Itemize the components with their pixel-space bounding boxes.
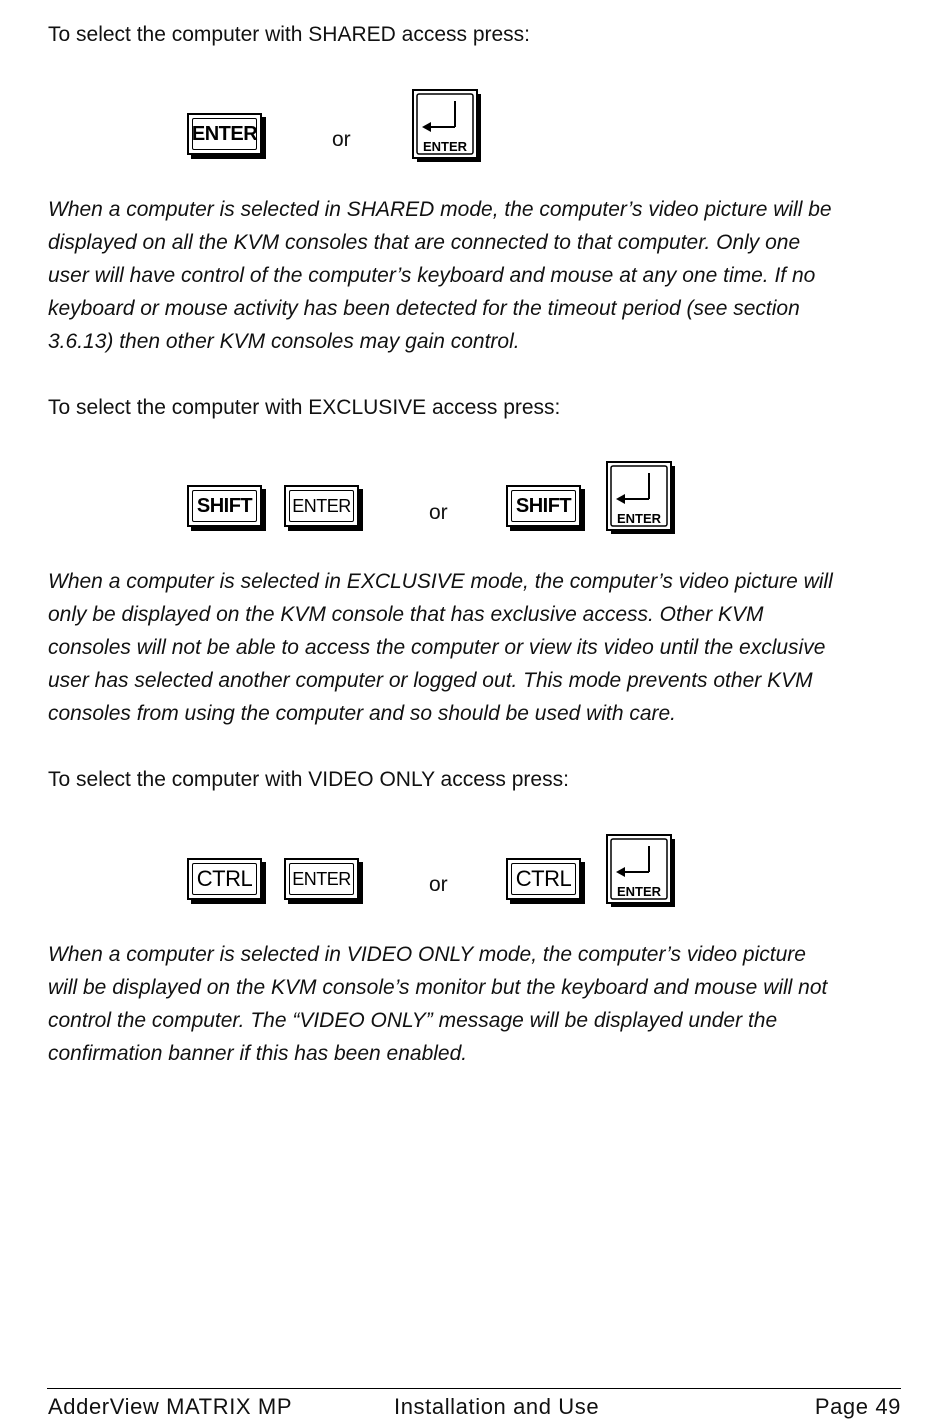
ctrl-key-icon [187,858,262,900]
ctrl-key-label: CTRL [511,863,576,895]
paragraph-line: user will have control of the computer’s keyboard and mouse at any one time. If no [48,264,816,287]
footer-page-number: Page 49 [814,1394,901,1419]
paragraph-line: When a computer is selected in VIDEO ONLY mode, the computer’s video picture [48,943,806,966]
paragraph-line: consoles will not be able to access the computer or view its video until the exclusive [48,636,826,659]
or-label: or [332,128,351,151]
footer-product-name: AdderView MATRIX MP [48,1394,293,1419]
return-enter-key-icon [606,461,674,533]
paragraph-line: When a computer is selected in EXCLUSIVE mode, the computer’s video picture will [48,570,833,593]
footer-divider [47,1388,901,1389]
exclusive-instruction: To select the computer with EXCLUSIVE access press: [48,396,561,419]
enter-key-label: ENTER [192,118,257,150]
ctrl-key-icon [506,858,581,900]
shift-key-label: SHIFT [511,490,576,522]
video-only-description [48,938,918,1070]
return-enter-key-label: ENTER [616,884,662,899]
paragraph-line: When a computer is selected in SHARED mode, the computer’s video picture will be [48,198,832,221]
video-only-instruction: To select the computer with VIDEO ONLY access press: [48,768,569,791]
paragraph-line: consoles from using the computer and so should be used with care. [48,702,677,725]
shared-description [48,193,918,358]
paragraph-line: user has selected another computer or logged out. This mode prevents other KVM [48,669,813,692]
ctrl-key-label: CTRL [192,863,257,895]
exclusive-description [48,565,918,730]
paragraph-line: 3.6.13) then other KVM consoles may gain control. [48,330,520,353]
footer-document-title: Installation and Use [394,1394,600,1419]
enter-key-label: ENTER [289,490,354,522]
enter-key-icon [284,858,359,900]
return-enter-key-icon [606,834,674,906]
paragraph-line: control the computer. The “VIDEO ONLY” message will be displayed under the [48,1009,778,1032]
shared-instruction: To select the computer with SHARED access press: [48,23,531,46]
paragraph-line: keyboard or mouse activity has been detected for the timeout period (see section [48,297,800,320]
return-enter-key-label: ENTER [422,139,468,154]
return-enter-key-label: ENTER [616,511,662,526]
paragraph-line: displayed on all the KVM consoles that are connected to that computer. Only one [48,231,801,254]
enter-key-label: ENTER [289,863,354,895]
shift-key-label: SHIFT [192,490,257,522]
paragraph-line: will be displayed on the KVM console’s monitor but the keyboard and mouse will not [48,976,828,999]
paragraph-line: only be displayed on the KVM console that has exclusive access. Other KVM [48,603,764,626]
paragraph-line: confirmation banner if this has been enabled. [48,1042,468,1065]
shift-key-icon [506,485,581,527]
return-enter-key-icon [412,89,480,161]
enter-key-icon [284,485,359,527]
or-label: or [429,873,448,896]
enter-key-icon [187,113,262,155]
shift-key-icon [187,485,262,527]
or-label: or [429,501,448,524]
